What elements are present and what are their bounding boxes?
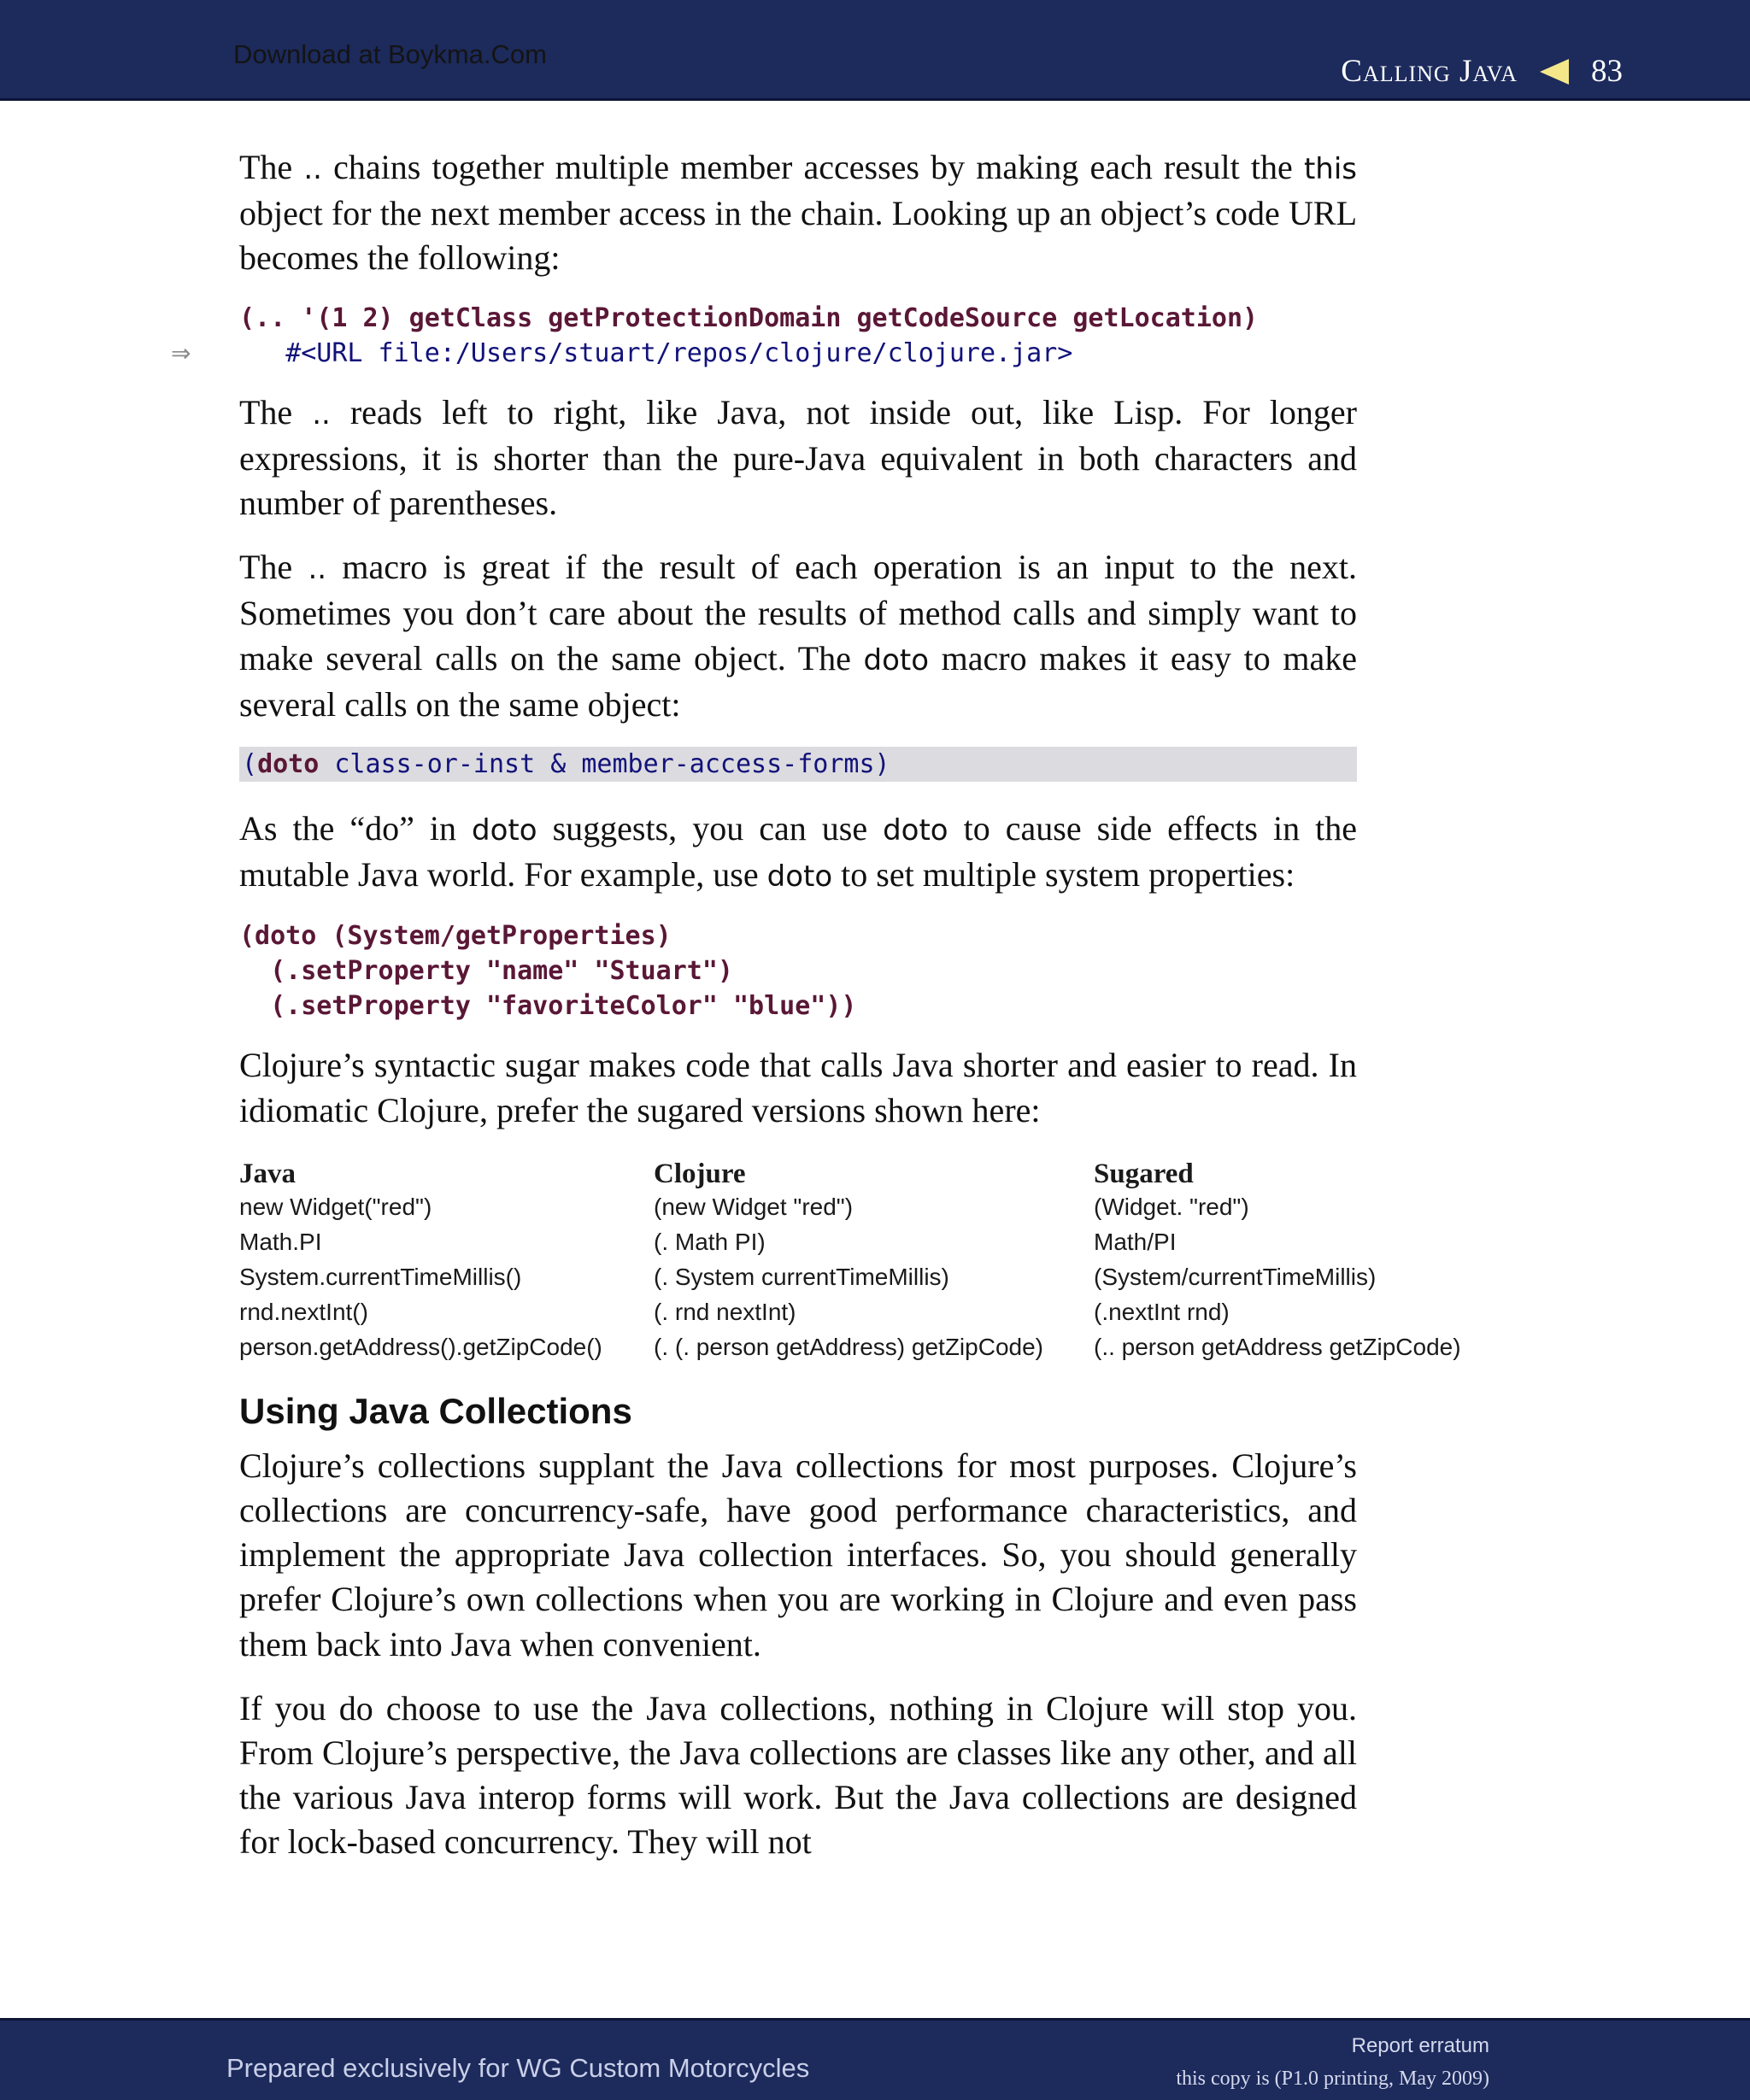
- syntax-keyword: doto: [257, 749, 320, 780]
- download-watermark: Download at Boykma.Com: [233, 39, 547, 69]
- text: The: [239, 548, 308, 587]
- text: The: [239, 392, 313, 431]
- text: reads left to right, like Java, not inside out, like Lisp. For longer expressions, it is shorter than the pure-Java equivalent in both characters and number of parentheses.: [239, 392, 1358, 523]
- inline-code: doto: [863, 642, 930, 678]
- code-result: [239, 338, 1072, 368]
- running-title: Calling Java: [1341, 54, 1518, 89]
- text: to set multiple system properties:: [832, 855, 1295, 895]
- inline-code: ..: [308, 552, 327, 587]
- result-arrow-icon: ⇒: [171, 338, 191, 367]
- table-row: [239, 1190, 1483, 1225]
- text: object for the next member access in the chain. Looking up an object’s code URL becomes the following:: [239, 194, 1357, 278]
- paragraph-chain-accesses: [239, 145, 1357, 281]
- text: As the “do” in: [239, 809, 473, 848]
- code-line: (.setProperty "name" "Stuart"): [239, 956, 733, 987]
- section-heading: Using Java Collections: [239, 1390, 632, 1431]
- report-erratum-link[interactable]: Report erratum: [1351, 2034, 1489, 2057]
- table-cell: (System/currentTimeMillis): [1094, 1264, 1377, 1291]
- code-block-set-properties: [239, 918, 1357, 1024]
- table-cell: new Widget("red"): [239, 1194, 432, 1221]
- previous-page-arrow-icon[interactable]: [1540, 59, 1569, 85]
- page-content: [171, 145, 1461, 1885]
- table-row: [239, 1295, 1483, 1330]
- text: macro makes it easy to make several calls on the same object:: [239, 638, 1357, 724]
- code-line: (.. '(1 2) getClass getProtectionDomain getCodeSource getLocation): [239, 302, 1259, 333]
- table-cell: (. rnd nextInt): [654, 1299, 796, 1326]
- paragraph-clojure-collections: Clojure’s collections supplant the Java collections for most purposes. Clojure’s collections are concurrency-safe, have good performance characteristics, and implement the appropriate Java collection interfaces. So, you should generally prefer Clojure’s own collections when you are working in Clojure and even pass them back into Java when convenient.: [239, 1446, 1357, 1663]
- code-line: (.setProperty "favoriteColor" "blue")): [239, 991, 857, 1022]
- prepared-for-text: Prepared exclusively for WG Custom Motorcycles: [226, 2053, 810, 2083]
- inline-code: doto: [766, 859, 833, 895]
- code-block-url-lookup: [171, 301, 1357, 371]
- paragraph-syntactic-sugar: Clojure’s syntactic sugar makes code that calls Java shorter and easier to read. In idiomatic Clojure, prefer the sugared versions shown here:: [239, 1046, 1357, 1129]
- table-cell: (.nextInt rnd): [1094, 1299, 1230, 1326]
- text: macro is great if the result of each operation is an input to the next. Sometimes you don’t care about the results of method calls and simply want to make several calls on the same object. The: [239, 548, 1358, 678]
- code-result-line: [171, 336, 1357, 371]
- table-cell: person.getAddress().getZipCode(): [239, 1334, 602, 1361]
- text: to cause side effects in the mutable Java world. For example, use: [239, 809, 1357, 895]
- inline-code: this: [1303, 152, 1358, 186]
- inline-code: ..: [312, 396, 331, 431]
- syntax-comparison-table: [239, 1153, 1483, 1365]
- syntax-box-doto: [239, 747, 1357, 782]
- table-cell: (. System currentTimeMillis): [654, 1264, 949, 1291]
- table-cell: rnd.nextInt(): [239, 1299, 368, 1326]
- copy-info: this copy is (P1.0 printing, May 2009): [1176, 2068, 1489, 2090]
- table-cell: System.currentTimeMillis(): [239, 1264, 522, 1291]
- inline-code: doto: [472, 813, 537, 848]
- paragraph-java-collections: If you do choose to use the Java collections, nothing in Clojure will stop you. From Clojure’s perspective, the Java collections are classes like any other, and all the various Java interop forms will work. But the Java collections are designed for lock-based concurrency. They will not: [239, 1688, 1357, 1862]
- table-header: Sugared: [1094, 1158, 1194, 1189]
- table-cell: (new Widget "red"): [654, 1194, 854, 1221]
- running-head: [1341, 53, 1623, 90]
- code-line: (doto (System/getProperties): [239, 921, 672, 952]
- table-header-row: [239, 1153, 1483, 1190]
- text: chains together multiple member accesses by making each result the: [322, 148, 1304, 186]
- page-header: [0, 0, 1750, 101]
- syntax-open: (: [242, 749, 258, 780]
- inline-code: ..: [303, 152, 322, 186]
- syntax-args: class-or-inst & member-access-forms): [319, 749, 890, 780]
- table-cell: (Widget. "red"): [1094, 1194, 1249, 1221]
- table-row: [239, 1225, 1483, 1260]
- table-cell: (.. person getAddress getZipCode): [1094, 1334, 1461, 1361]
- table-cell: Math.PI: [239, 1229, 322, 1256]
- table-cell: (. Math PI): [654, 1229, 766, 1256]
- table-cell: Math/PI: [1094, 1229, 1177, 1256]
- table-header: Clojure: [654, 1158, 746, 1189]
- table-row: [239, 1330, 1483, 1365]
- table-header: Java: [239, 1158, 296, 1189]
- paragraph-reads-left-to-right: [239, 390, 1357, 526]
- code-result-text: #<URL file:/Users/stuart/repos/clojure/clojure.jar>: [285, 337, 1073, 368]
- text: The: [239, 148, 304, 186]
- page-footer: [0, 2018, 1750, 2100]
- paragraph-doto-intro: [239, 545, 1357, 727]
- table-row: [239, 1260, 1483, 1295]
- text: suggests, you can use: [537, 809, 884, 848]
- inline-code: doto: [883, 813, 948, 848]
- paragraph-doto-side-effects: [239, 807, 1357, 899]
- page-number: 83: [1591, 54, 1623, 89]
- table-cell: (. (. person getAddress) getZipCode): [654, 1334, 1043, 1361]
